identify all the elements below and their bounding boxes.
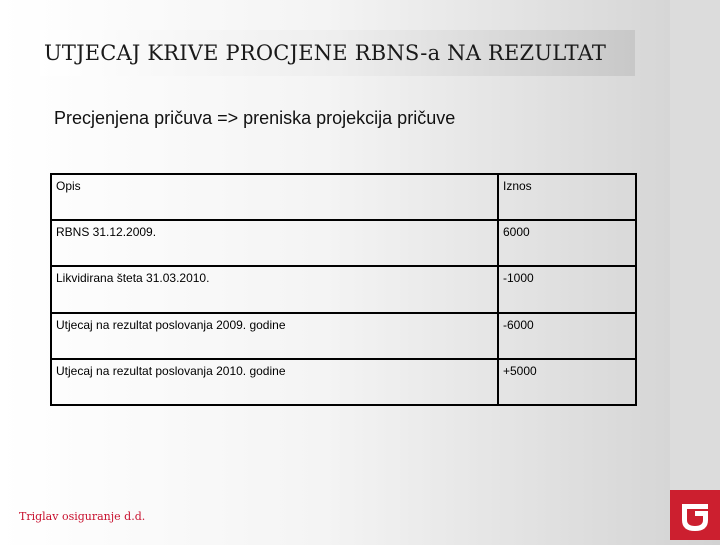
footer-company-name: Triglav osiguranje d.d. bbox=[19, 510, 146, 523]
header-cell-iznos: Iznos bbox=[498, 174, 636, 220]
header-cell-opis: Opis bbox=[51, 174, 498, 220]
cell-iznos: -1000 bbox=[498, 266, 636, 312]
cell-opis: RBNS 31.12.2009. bbox=[51, 220, 498, 266]
data-table bbox=[50, 173, 637, 406]
slide-subtitle: Precjenjena pričuva => preniska projekcija pričuve bbox=[54, 108, 456, 128]
cell-opis: Likvidirana šteta 31.03.2010. bbox=[51, 266, 498, 312]
triglav-logo-icon-graphic bbox=[670, 490, 720, 540]
slide-title: UTJECAJ KRIVE PROCJENE RBNS-a NA REZULTAT bbox=[44, 41, 607, 65]
cell-iznos: +5000 bbox=[498, 359, 636, 405]
title-bar bbox=[40, 30, 635, 76]
cell-iznos: -6000 bbox=[498, 313, 636, 359]
table-row bbox=[51, 266, 636, 312]
right-side-strip bbox=[670, 0, 720, 540]
triglav-logo-icon bbox=[670, 490, 720, 540]
cell-opis: Utjecaj na rezultat poslovanja 2009. godine bbox=[51, 313, 498, 359]
cell-opis: Utjecaj na rezultat poslovanja 2010. godine bbox=[51, 359, 498, 405]
table-row bbox=[51, 220, 636, 266]
table-row bbox=[51, 313, 636, 359]
cell-iznos: 6000 bbox=[498, 220, 636, 266]
table-row bbox=[51, 359, 636, 405]
table-header-row bbox=[51, 174, 636, 220]
